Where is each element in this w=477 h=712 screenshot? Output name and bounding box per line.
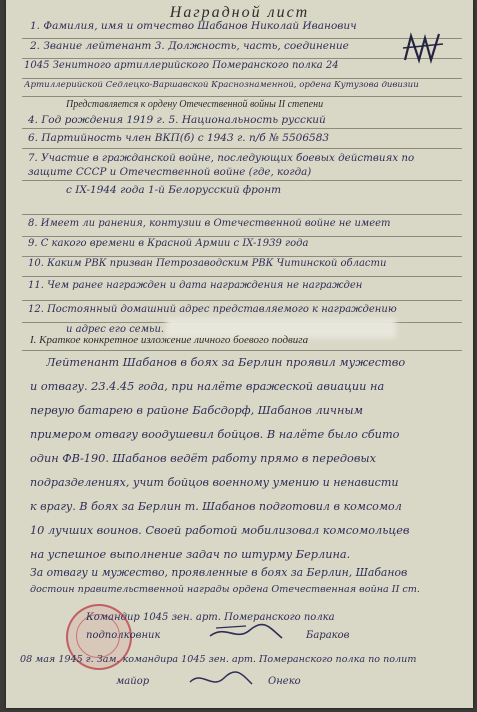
field-party: 6. Партийность член ВКП(б) с 1943 г. п/б № 5506583: [28, 132, 330, 144]
narrative-line: первую батарею в районе Бабсдорф, Шабанов личным: [30, 404, 363, 417]
ruled-line: [22, 300, 462, 301]
ruled-line: [22, 148, 462, 149]
commander-rank: подполковник: [86, 630, 161, 641]
deputy-name: Онеко: [268, 676, 301, 687]
narrative-line: достоин правительственной награды ордена Отечественная война II ст.: [30, 584, 420, 595]
field-patriotic-war: защите СССР и Отечественной войне (где, когда): [28, 166, 312, 178]
narrative-line: 10 лучших воинов. Своей работой мобилизовал комсомольцев: [30, 524, 410, 537]
commander-signature: [206, 620, 286, 646]
field-service-start: 9. С какого времени в Красной Армии с IX-1939 года: [28, 238, 309, 249]
ruled-line: [22, 256, 462, 257]
narrative-line: За отвагу и мужество, проявленные в боях за Берлин, Шабанов: [30, 566, 408, 579]
field-conscription: 10. Каким РВК призван Петрозаводским РВК Читинской области: [28, 258, 387, 269]
ruled-line: [22, 128, 462, 129]
narrative-line: Лейтенант Шабанов в боях за Берлин проявил мужество: [46, 356, 406, 369]
ruled-line: [22, 78, 462, 79]
narrative-line: на успешное выполнение задач по штурму Берлина.: [30, 548, 351, 561]
narrative-line: к врагу. В боях за Берлин т. Шабанов подготовил в комсомол: [30, 500, 402, 513]
award-sheet: [6, 0, 473, 708]
field-prior-awards: 11. Чем ранее награжден и дата награждения не награжден: [28, 280, 363, 291]
ruled-line: [22, 38, 462, 39]
field-civil-war: 7. Участие в гражданской войне, последующих боевых действиях по: [28, 152, 415, 164]
field-rank-position: 2. Звание лейтенант 3. Должность, часть, соединение: [30, 40, 349, 52]
ruled-line: [22, 350, 462, 351]
deputy-rank: майор: [116, 676, 150, 687]
ruled-line: [22, 96, 462, 97]
ruled-line: [22, 180, 462, 181]
field-surname: 1. Фамилия, имя и отчество Шабанов Николай Иванович: [30, 20, 357, 32]
ruled-line: [22, 236, 462, 237]
field-birth-year: 4. Год рождения 1919 г. 5. Национальность русский: [28, 114, 326, 126]
field-unit: 1045 Зенитного артиллерийского Померанского полка 24: [24, 60, 339, 71]
deputy-line: 08 мая 1945 г. Зам. командира 1045 зен. арт. Померанского полка по полит: [20, 654, 417, 665]
narrative-line: и отвагу. 23.4.45 года, при налёте вражеской авиации на: [30, 380, 385, 393]
field-front: с IX-1944 года 1-й Белорусский фронт: [66, 184, 282, 196]
narrative-line: подразделениях, учит бойцов военному умению и ненависти: [30, 476, 399, 489]
field-wounds: 8. Имеет ли ранения, контузии в Отечественной войне не имеет: [28, 218, 391, 229]
deputy-signature: [186, 668, 256, 692]
resolution-scribble: [401, 30, 446, 68]
field-address: 12. Постоянный домашний адрес представляемого к награждению: [28, 304, 397, 315]
ruled-line: [22, 214, 462, 215]
document-title: Наградной лист: [169, 4, 310, 21]
narrative-line: примером отвагу воодушевил бойцов. В налёте было сбито: [30, 428, 400, 441]
commander-title: Командир 1045 зен. арт. Померанского полка: [86, 612, 335, 623]
narrative-line: один ФВ-190. Шабанов ведёт работу прямо в передовых: [30, 452, 377, 465]
ruled-line: [22, 276, 462, 277]
section-heading: I. Краткое конкретное изложение личного боевого подвига: [30, 334, 309, 346]
field-division: Артиллерийской Седлецко-Варшавской Краснознаменной, ордена Кутузова дивизии: [24, 80, 419, 90]
field-family-address: и адрес его семьи.: [66, 324, 165, 335]
ruled-line: [22, 58, 462, 59]
commander-name: Бараков: [306, 630, 350, 641]
field-recommendation: Представляется к ордену Отечественной войны II степени: [66, 99, 324, 110]
